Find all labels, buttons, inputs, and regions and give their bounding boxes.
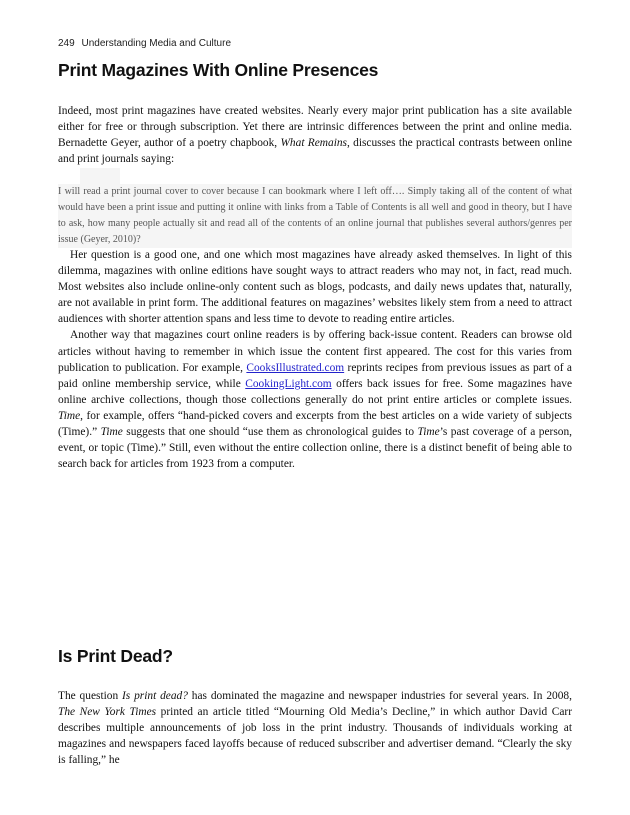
running-head: [58, 38, 231, 49]
cooksillustrated-link[interactable]: CooksIllustrated.com: [246, 361, 345, 374]
section-heading-print-magazines: Print Magazines With Online Presences: [58, 60, 379, 80]
paragraph: The question Is print dead? has dominated the magazine and newspaper industries for several years. In 2008, The New York Times printed an article titled “Mourning Old Media’s Decline,” in which author David Carr describes multiple announcements of job loss in the print industry. Thousands of individuals working at magazines and newspapers faced layoffs because of reduced subscriber and advertiser demand. “Clearly the sky is falling,” he: [58, 690, 572, 767]
quote-tab-decoration: [80, 168, 120, 184]
paragraph: Another way that magazines court online readers is by offering back-issue content. Readers can browse old articles without having to remember in which issue the content first appeared. The cost for this varies from publication to publication. For example, CooksIllustrated.com reprints recipes from previous issues as part of a paid online membership service, while CookingLight.com offers back issues for free. Some magazines have online archive collections, though those collections generally do not print entire articles or complete issues. Time, for example, offers “hand-picked covers and excerpts from the best articles on a wide variety of subjects (Time).” Time suggests that one should “use them as chronological guides to Time’s past coverage of a person, event, or topic (Time).” Still, even without the entire collection online, there is a distinct benefit of being able to search back for articles from 1923 from a computer.: [58, 329, 573, 471]
section-heading-is-print-dead: Is Print Dead?: [58, 646, 173, 666]
cookinglight-link[interactable]: CookingLight.com: [245, 377, 332, 390]
book-title: Understanding Media and Culture: [81, 38, 232, 49]
page-number: 249: [58, 38, 75, 49]
section1-body: [58, 247, 572, 472]
book-title-italic: What Remains: [280, 137, 347, 150]
section1-intro: [58, 103, 572, 167]
block-quote: I will read a print journal cover to cover because I can bookmark where I left off…. Simply taking all of the content of what would have been a print issue and putting it online with links from a Table of Contents is all well and good in theory, but I have to ask, how many people actually sit and read all of the contents of an online journal that publishes several authors/genres per issue (Geyer, 2010)?: [58, 184, 572, 248]
paragraph: Her question is a good one, and one which most magazines have already asked themselves. In light of this dilemma, magazines with online editions have sought ways to attract readers who may not, in fact, read much. Most websites also include online-only content such as blogs, podcasts, and daily news updates that, naturally, are not available in print form. The additional features on magazines’ websites likely stem from a need to attract audiences with shorter attention spans and less time to devote to reading entire articles.: [58, 249, 572, 326]
paragraph: Indeed, most print magazines have created websites. Nearly every major print publication has a site available either for free or through subscription. Yet there are intrinsic differences between the print and online media. Bernadette Geyer, author of a poetry chapbook, What Remains, discusses the practical contrasts between online and print journals saying:: [58, 105, 572, 166]
section2-body: [58, 688, 572, 768]
